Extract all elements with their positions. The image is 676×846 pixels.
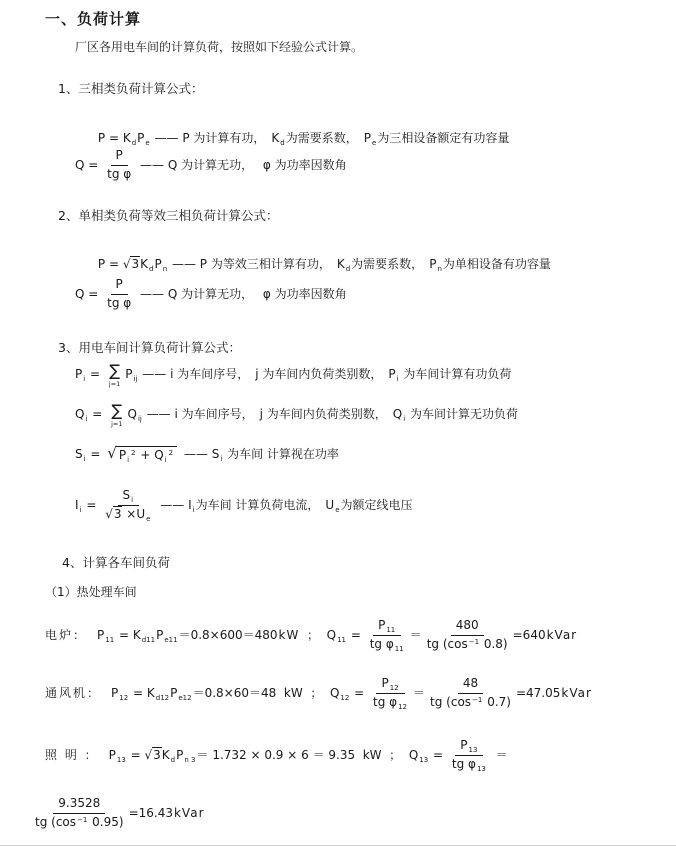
var-p: P — [170, 685, 178, 700]
intro-paragraph — [75, 40, 363, 55]
radicand — [116, 446, 177, 464]
desc-text: 为单相设备有功容量 — [442, 257, 551, 271]
var-p: P — [429, 257, 437, 271]
sigma-limit: j=1 — [111, 420, 123, 428]
semicolon: ； — [381, 747, 409, 762]
subscript: ij — [137, 415, 142, 424]
subscript: e — [372, 139, 377, 147]
em-dash: —— — [138, 367, 171, 382]
subscript: n — [437, 265, 442, 273]
var-q: Q — [75, 157, 85, 172]
fraction-numerator — [118, 488, 140, 506]
unit-kvar: kVar — [561, 686, 592, 700]
desc-text: i 为车间序号， j 为车间内负荷类别数， — [170, 367, 389, 382]
equals-sign: ＝ — [491, 748, 508, 762]
row-label: 照 明 ： — [45, 747, 99, 762]
formula-body — [45, 748, 447, 764]
fraction — [430, 676, 511, 710]
superscript: −1 — [472, 696, 483, 704]
formula-desc — [180, 447, 339, 463]
fraction — [427, 618, 508, 652]
equals-sign: = — [350, 685, 369, 700]
var-p: P — [97, 131, 106, 145]
formula-result — [129, 806, 205, 821]
equals-sign: = — [84, 157, 103, 172]
tg-phi: tg φ — [373, 695, 398, 709]
equals-sign: = — [82, 497, 101, 512]
superscript: −1 — [468, 638, 480, 646]
sqrt3 — [145, 747, 162, 762]
result-value: =47.05 — [515, 686, 561, 700]
var-p: P — [156, 627, 164, 642]
equals-sign: = — [105, 131, 123, 145]
fraction — [370, 618, 405, 653]
subscript: e11 — [164, 635, 178, 644]
sigma-icon: ∑ — [109, 361, 120, 380]
em-dash: —— — [156, 497, 189, 512]
fraction — [107, 148, 131, 182]
var-p: P — [176, 747, 184, 762]
fraction-denominator — [427, 636, 508, 653]
sigma-sum — [111, 403, 122, 428]
fraction — [35, 796, 124, 830]
var-p: P — [381, 676, 389, 690]
subscript: i — [127, 456, 130, 464]
var-q: Q — [75, 286, 85, 301]
calc-line-ventilator — [45, 676, 592, 711]
fraction-numerator: 48 — [458, 676, 483, 694]
subscript: d12 — [155, 693, 170, 702]
superscript: −1 — [77, 815, 88, 824]
fraction-denominator — [452, 756, 487, 773]
radical-sign: √ — [107, 444, 117, 462]
calc-line-electric-furnace — [45, 618, 577, 653]
tg-arccos: tg (cos — [426, 637, 468, 651]
subscript: i — [131, 496, 134, 504]
fraction-numerator — [455, 738, 483, 756]
subscript: 12 — [398, 703, 408, 711]
em-dash: —— — [142, 407, 175, 422]
times-u: ×U — [122, 507, 146, 521]
formula-desc — [156, 498, 412, 514]
sqrt3 — [123, 256, 140, 271]
intro-text: 厂区各用电车间的计算负荷，按照如下经验公式计算。 — [75, 40, 364, 54]
equals-sign: ＝ — [409, 628, 422, 642]
var-k: K — [140, 257, 148, 271]
unit-kvar: kVar — [546, 628, 578, 642]
tg-phi: tg φ — [451, 757, 476, 771]
sigma-icon: ∑ — [111, 401, 123, 420]
fraction-denominator — [430, 694, 511, 711]
desc-text: 为需要系数， — [285, 131, 364, 145]
var-p: P — [118, 448, 127, 462]
superscript: 2 — [168, 449, 174, 457]
desc-text: 为需要系数， — [351, 257, 430, 271]
equals-sign: = — [105, 257, 123, 271]
em-dash: —— — [180, 447, 212, 461]
heading-text: 3、用电车间计算负荷计算公式： — [58, 340, 241, 355]
desc-text: 为额定线电压 — [340, 497, 413, 512]
semicolon: ； — [302, 685, 330, 700]
desc-text: Q 为计算无功， φ 为功率因数角 — [167, 157, 347, 172]
var-q: Q — [408, 747, 419, 762]
var-k: K — [161, 747, 170, 762]
var-i: I — [75, 497, 79, 512]
fraction — [105, 488, 151, 523]
radicand: 3 — [113, 507, 122, 521]
subscript: i — [403, 415, 406, 424]
subscript: i — [83, 375, 86, 384]
desc-text: 为车间 计算视在功率 — [223, 447, 339, 461]
subscript: 13 — [468, 746, 478, 754]
formula-body — [75, 407, 106, 423]
doc-title-text: 一、负荷计算 — [45, 10, 142, 28]
var-s: S — [75, 447, 83, 461]
fraction-numerator: 9.3528 — [53, 796, 105, 814]
subscript: 13 — [419, 755, 429, 764]
formula-body — [75, 447, 104, 463]
var-k: K — [271, 131, 280, 145]
calc-line-lighting-continued — [30, 796, 205, 830]
superscript: 2 — [131, 449, 136, 457]
desc-text: P 为计算有功， — [182, 131, 272, 145]
var-q: Q — [329, 685, 340, 700]
fraction-denominator — [370, 636, 405, 653]
var-q: Q — [154, 448, 164, 462]
fraction-numerator: P — [111, 148, 128, 166]
sqrt3 — [105, 506, 122, 521]
radical-sign: √ — [122, 257, 131, 271]
subscript: i — [192, 505, 195, 514]
fraction-denominator — [105, 506, 151, 523]
subscript: e — [146, 515, 151, 523]
subscript: 11 — [394, 645, 404, 653]
unit-kw: kW — [278, 627, 300, 642]
subscript: i — [220, 455, 223, 463]
var-u: U — [325, 497, 335, 512]
equals-sign: = — [429, 747, 447, 762]
formula-load-current — [75, 488, 413, 523]
radicand: 3 — [153, 747, 161, 762]
formula-desc — [136, 287, 346, 302]
var-q: Q — [127, 407, 137, 422]
result-value: =640 — [512, 628, 546, 642]
var-p: P — [378, 618, 386, 632]
calc-values: ＝0.8×60＝48 kW — [192, 685, 303, 700]
result-value: =16.43 — [128, 805, 173, 820]
var-k: K — [122, 131, 131, 145]
var-q: Q — [326, 627, 337, 642]
subscript: i — [79, 505, 82, 514]
fraction — [107, 277, 131, 311]
subscript: 12 — [119, 693, 129, 702]
semicolon: ； — [299, 627, 327, 642]
formula-body — [45, 686, 368, 702]
formula-result — [513, 628, 577, 643]
calc-values: ＝ 1.732 × 0.9 × 6 ＝ 9.35 kW — [196, 747, 382, 762]
subscript: 11 — [337, 635, 346, 644]
var-p: P — [75, 367, 83, 382]
var-p: P — [97, 627, 105, 642]
formula-body — [75, 287, 102, 302]
radicand: 3 — [131, 257, 140, 271]
subscript: i — [164, 456, 167, 464]
var-p: P — [97, 257, 106, 271]
fraction-denominator: tg φ — [107, 295, 132, 310]
subscript: i — [85, 415, 88, 424]
em-dash: —— — [168, 257, 200, 271]
heading-three-phase — [58, 81, 203, 97]
var-k: K — [132, 627, 141, 642]
em-dash: —— — [136, 157, 168, 172]
desc-text: 为车间计算无功负荷 — [406, 407, 519, 422]
formula-body — [45, 628, 365, 644]
var-k: K — [146, 685, 155, 700]
calc-line-lighting — [45, 738, 508, 773]
heading-text: （1）热处理车间 — [45, 585, 137, 599]
desc-text: 为车间计算有功负荷 — [399, 367, 512, 382]
desc-text: i 为车间序号， j 为车间内负荷类别数， — [174, 407, 393, 422]
var-p: P — [154, 257, 162, 271]
formula-workshop-p — [75, 363, 511, 388]
equals-sign: = — [86, 447, 105, 461]
subscript: i — [396, 375, 399, 384]
subscript: 11 — [105, 635, 115, 644]
subscript: d — [280, 139, 285, 147]
subscript: e — [145, 139, 150, 147]
row-label: 电炉： — [45, 627, 88, 642]
desc-text: P 为等效三相计算有功， — [199, 257, 337, 271]
subscript: 11 — [386, 626, 396, 634]
subscript: i — [83, 455, 86, 463]
formula-result — [516, 686, 592, 701]
formula-apparent-power — [75, 446, 339, 464]
subscript: e — [335, 505, 340, 514]
heading-workshop-load — [58, 340, 241, 356]
formula-single-phase-q — [75, 277, 347, 311]
calc-values: ＝0.8×600＝480 — [178, 627, 278, 642]
formula-three-phase-q — [75, 148, 347, 182]
var-p: P — [111, 685, 119, 700]
em-dash: —— — [136, 286, 168, 301]
formula-body — [75, 498, 100, 514]
arccos-value: 0.95) — [88, 814, 124, 829]
tg-arccos: tg (cos — [430, 695, 472, 709]
doc-title — [45, 10, 141, 29]
var-p: P — [108, 747, 116, 762]
var-q: Q — [75, 407, 85, 422]
subscript: 13 — [476, 765, 486, 773]
arccos-value: 0.8) — [480, 637, 508, 651]
radical-sign: √ — [105, 507, 113, 521]
var-p: P — [388, 367, 396, 382]
equals-sign: = — [126, 747, 145, 762]
heading-text: 4、计算各车间负荷 — [62, 555, 170, 570]
heading-single-phase — [58, 208, 278, 224]
formula-desc — [125, 367, 511, 383]
fraction — [373, 676, 408, 711]
var-k: K — [336, 257, 345, 271]
formula-body — [75, 158, 102, 173]
desc-text: 为三相设备额定有功容量 — [377, 131, 510, 145]
heading-text: 2、单相类负荷等效三相负荷计算公式： — [58, 208, 279, 223]
subscript: e12 — [178, 693, 192, 702]
formula-workshop-q — [75, 403, 518, 428]
var-p: P — [125, 367, 133, 382]
subscript: 12 — [389, 684, 399, 692]
var-q: Q — [392, 407, 403, 422]
subscript: d11 — [141, 635, 156, 644]
heading-heat-treatment — [45, 585, 137, 600]
equals-sign: = — [347, 627, 365, 642]
formula-desc — [136, 158, 346, 173]
tg-arccos: tg (cos — [35, 814, 77, 829]
subscript: d — [170, 755, 176, 764]
em-dash: —— — [150, 131, 183, 145]
fraction-numerator: 480 — [451, 618, 484, 636]
formula-desc — [127, 407, 518, 423]
var-p: P — [137, 131, 145, 145]
sigma-sum — [109, 363, 120, 388]
fraction-denominator — [373, 694, 408, 711]
desc-text: Q 为计算无功， φ 为功率因数角 — [167, 286, 347, 301]
heading-calc-workshops — [62, 555, 170, 571]
fraction-denominator: tg φ — [107, 166, 132, 181]
tg-phi: tg φ — [369, 637, 394, 651]
subscript: d — [345, 265, 351, 273]
equals-sign: = — [84, 286, 103, 301]
subscript: d — [131, 139, 137, 147]
subscript: 12 — [340, 693, 350, 702]
desc-text: 为车间 计算负荷电流， — [195, 497, 326, 512]
subscript: ij — [133, 375, 138, 384]
var-i: I — [188, 497, 192, 512]
var-p: P — [460, 738, 468, 752]
row-label: 通风机： — [45, 685, 102, 700]
var-s: S — [211, 447, 220, 461]
equals-sign: = — [86, 367, 104, 382]
heading-text: 1、三相类负荷计算公式： — [58, 81, 204, 96]
equals-sign: = — [115, 627, 133, 642]
var-s: S — [122, 488, 131, 502]
radical-sign: √ — [144, 747, 153, 762]
fraction-denominator — [35, 814, 124, 831]
fraction-numerator — [373, 618, 401, 636]
subscript: n — [162, 265, 168, 273]
equals-sign: = — [129, 685, 147, 700]
fraction-numerator: P — [111, 277, 128, 295]
equals-sign: = — [88, 407, 107, 422]
subscript: 13 — [116, 755, 126, 764]
subscript: d — [149, 265, 154, 273]
radical — [107, 446, 177, 464]
var-p: P — [363, 131, 372, 145]
plus-sign: + — [136, 448, 155, 462]
fraction — [452, 738, 487, 773]
unit-kvar: kVar — [173, 805, 205, 820]
equals-sign: ＝ — [413, 686, 426, 700]
subscript: n 3 — [184, 755, 196, 764]
formula-body — [75, 367, 104, 383]
sigma-limit: j=1 — [108, 380, 121, 388]
arccos-value: 0.7) — [483, 695, 511, 709]
fraction-numerator — [376, 676, 404, 694]
